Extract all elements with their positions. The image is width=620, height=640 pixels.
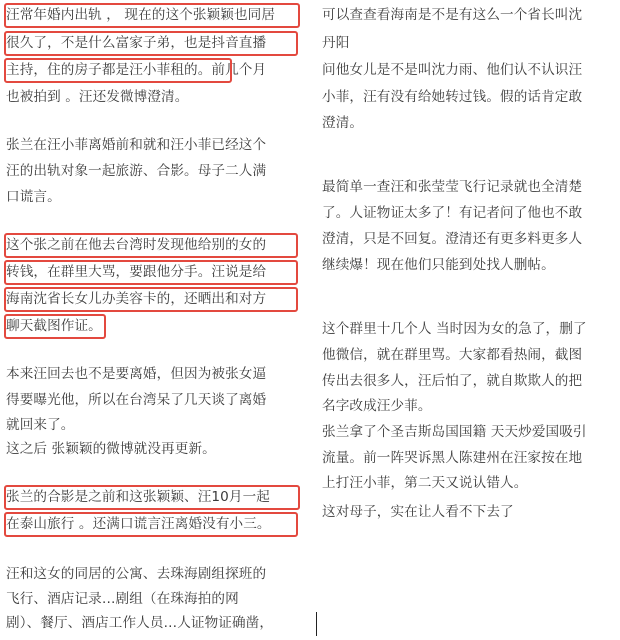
text-line: 剧）、餐厅、酒店工作人员…人证物证确凿， [6,615,274,631]
text-line: 小菲，汪有没有给她转过钱。假的话肯定敢 [322,89,583,105]
highlight-box [4,314,106,339]
text-line: 口谎言。 [6,189,61,205]
text-line: 问他女儿是不是叫沈力雨、他们认不认识汪 [322,62,583,78]
text-line: 飞行、酒店记录…剧组（在珠海拍的网 [6,591,239,607]
highlight-box [4,260,298,285]
text-line: 传出去很多人，汪后怕了，就自欺欺人的把 [322,373,583,389]
highlight-box [4,31,298,56]
text-line: 丹阳 [322,35,350,51]
text-line: 汪和这女的同居的公寓、去珠海剧组探班的 [6,566,267,582]
text-line: 转钱，在群里大骂，要跟他分手。汪说是给 [6,264,267,280]
highlight-box [4,58,232,83]
text-line: 可以查查看海南是不是有这么一个省长叫沈 [322,7,583,23]
text-line: 这个张之前在他去台湾时发现他给别的女的 [6,237,267,253]
text-line: 他微信，就在群里骂。大家都看热闹，截图 [322,347,583,363]
text-line: 这之后 张颖颖的微博就没再更新。 [6,441,216,457]
text-line: 主持，住的房子都是汪小菲租的。前几个月 [6,62,267,78]
right-text-column [318,0,620,640]
text-line: 张兰在汪小菲离婚前和就和汪小菲已经这个 [6,137,267,153]
text-line: 上打汪小菲，第二天又说认错人。 [322,475,528,491]
highlight-box [4,512,298,537]
highlight-box [4,485,300,510]
text-line: 汪的出轨对象一起旅游、合影。母子二人满 [6,163,267,179]
text-line: 在泰山旅行 。还满口谎言汪离婚没有小三。 [6,516,271,532]
text-line: 本来汪回去也不是要离婚，但因为被张女逼 [6,366,267,382]
text-line: 很久了，不是什么富家子弟，也是抖音直播 [6,35,267,51]
text-line: 汪常年婚内出轨 ， 现在的这个张颖颖也同居 [6,7,276,23]
text-line: 聊天截图作证。 [6,318,102,334]
text-line: 流量。前一阵哭诉黑人陈建州在汪家按在地 [322,450,583,466]
text-line: 澄清，只是不回复。澄清还有更多料更多人 [322,231,583,247]
text-line: 这对母子，实在让人看不下去了 [322,504,514,520]
left-text-column [0,0,306,640]
text-line: 最简单一查汪和张莹莹飞行记录就也全清楚 [322,179,583,195]
text-line: 得要曝光他，所以在台湾呆了几天谈了离婚 [6,392,267,408]
highlight-box [4,3,300,28]
text-line: 张兰的合影是之前和这张颖颖、汪10月一起 [6,489,270,505]
text-line: 澄清。 [322,115,364,131]
text-line: 张兰拿了个圣吉斯岛国国籍 天天炒爱国吸引 [322,424,587,440]
highlight-box [4,233,298,258]
text-line: 也被拍到 。汪还发微博澄清。 [6,89,189,105]
text-cursor [316,612,317,636]
text-line: 海南沈省长女儿办美容卡的，还晒出和对方 [6,291,267,307]
text-line: 这个群里十几个人 当时因为女的急了，删了 [322,321,587,337]
text-line: 就回来了。 [6,417,75,433]
text-line: 名字改成汪少菲。 [322,398,432,414]
text-line: 继续爆！现在他们只能到处找人删帖。 [322,257,555,273]
text-line: 了。人证物证太多了！有记者问了他也不敢 [322,205,583,221]
highlight-box [4,287,298,312]
